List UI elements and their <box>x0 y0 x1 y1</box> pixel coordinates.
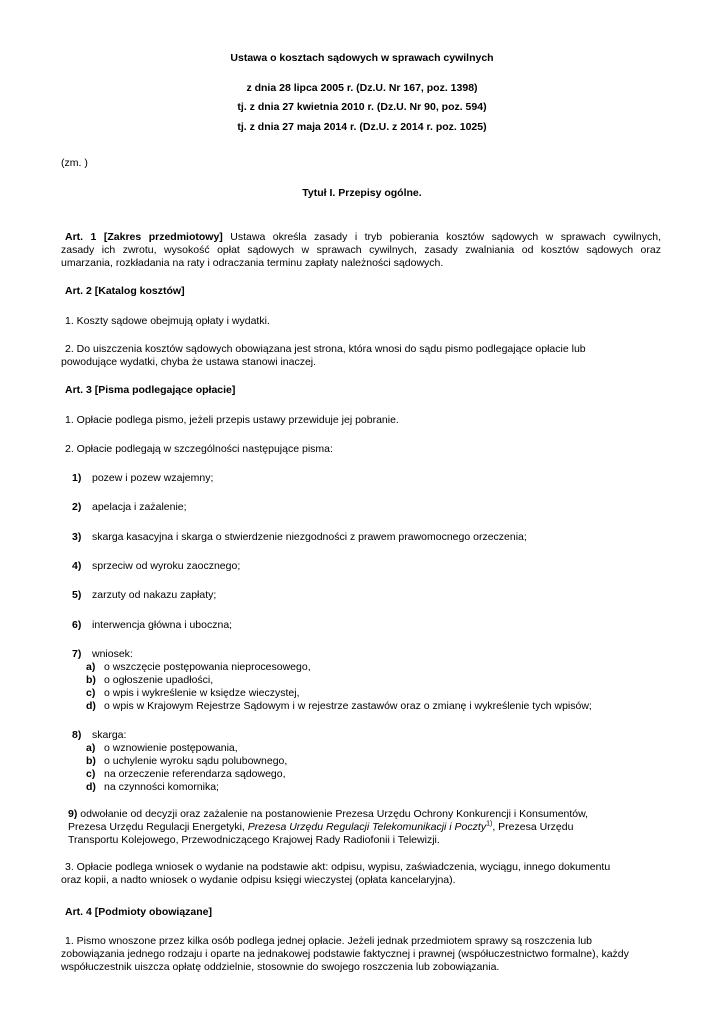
art3-item-8-letter-b: b) <box>86 755 96 767</box>
art3-item-7-letter-a: a) <box>86 661 96 673</box>
document-date-original: z dnia 28 lipca 2005 r. (Dz.U. Nr 167, poz. 1398) <box>246 82 478 94</box>
art3-item-9-line3: Transportu Kolejowego, Przewodniczącego Krajowej Rady Radiofonii i Telewizji. <box>68 834 440 846</box>
art3-p2: 2. Opłacie podlegają w szczególności następujące pisma: <box>65 443 333 455</box>
art3-item-9-line2: Prezesa Urzędu Regulacji Energetyki, Prezesa Urzędu Regulacji Telekomunikacji i Poczty$^{1)}$, Prezesa Urzędu <box>68 820 574 833</box>
document-title: Ustawa o kosztach sądowych w sprawach cywilnych <box>230 52 494 64</box>
art3-p3 <box>61 861 661 887</box>
art1-line3: umarzania, rozkładania na raty i odraczania terminu zapłaty należności sądowych. <box>61 256 444 269</box>
art3-item-9-line1: odwołanie od decyzji oraz zażalenie na postanowienie Prezesa Urzędu Ochrony Konkurencji i Konsumentów, <box>80 808 589 820</box>
art1-line1-text: Ustawa określa zasady i tryb pobierania kosztów sądowych w sprawach cywilnych, <box>230 231 661 243</box>
art4-p1-line3: współuczestnik uiszcza opłatę oddzielnie, stosownie do swojego roszczenia lub zobowiązania. <box>61 960 500 973</box>
document-date-consolidated-2010: tj. z dnia 27 kwietnia 2010 r. (Dz.U. Nr 90, poz. 594) <box>237 101 487 113</box>
art3-p3-line1: 3. Opłacie podlega wniosek o wydanie na podstawie akt: odpisu, wypisu, zaświadczenia, wyciągu, innego dokumentu <box>65 861 611 873</box>
art3-p1: 1. Opłacie podlega pismo, jeżeli przepis ustawy przewiduje jej pobranie. <box>65 414 399 426</box>
art4-heading: Art. 4 [Podmioty obowiązane] <box>65 906 213 918</box>
art3-item-7-letter-b: b) <box>86 674 96 686</box>
art2-p1: 1. Koszty sądowe obejmują opłaty i wydatki. <box>65 315 270 327</box>
art3-item-7-letter-d: d) <box>86 700 96 712</box>
title-part-heading: Tytuł I. Przepisy ogólne. <box>302 187 422 199</box>
art3-item-9-num: 9) <box>68 808 78 820</box>
art1-line2: zasady ich zwrotu, wysokość opłat sądowych w sprawach cywilnych, zasady zwalniania od kosztów sądowych oraz <box>61 243 661 256</box>
amendments-note: (zm. ) <box>61 157 88 169</box>
art3-item-8-letter-d: d) <box>86 781 96 793</box>
art4-p1-line1: 1. Pismo wnoszone przez kilka osób podlega jednej opłacie. Jeżeli jednak przedmiotem sprawy są roszczenia lub <box>65 935 593 947</box>
art2-heading: Art. 2 [Katalog kosztów] <box>65 285 185 297</box>
art3-item-9-italic: Prezesa Urzędu Regulacji Telekomunikacji i Poczty <box>247 821 487 833</box>
footnote-ref: 1) <box>486 820 493 828</box>
art4-p1-line2: zobowiązania jednego rodzaju i oparte na jednakowej podstawie faktycznej i prawnej (współuczestnictwo formalne), każdy <box>61 947 629 960</box>
art3-heading: Art. 3 [Pisma podlegające opłacie] <box>65 384 236 396</box>
document-date-consolidated-2014: tj. z dnia 27 maja 2014 r. (Dz.U. z 2014 r. poz. 1025) <box>237 121 487 133</box>
art2-p2 <box>61 343 661 369</box>
art2-p2-line1: 2. Do uiszczenia kosztów sądowych obowiązana jest strona, która wnosi do sądu pismo podlegające opłacie lub <box>65 343 586 355</box>
art2-p2-line2: powodujące wydatki, chyba że ustawa stanowi inaczej. <box>61 355 317 368</box>
art1-line1 <box>61 231 661 244</box>
art4-p1 <box>61 935 665 973</box>
document-page: Ustawa o kosztach sądowych w sprawach cywilnych z dnia 28 lipca 2005 r. (Dz.U. Nr 167, poz. 1398) tj. z dnia 27 kwietnia 2010 r. (Dz.U. Nr 90, poz. 594) tj. z dnia 27 maja 2014 r. (Dz.U. z 2014 r. poz. 1025) (zm. ) Tytuł I. Przepisy ogólne. Art. 1 [Zakres przedmiotowy] Ustawa określa zasady i tryb pobierania kosztów sądowych w sprawach cywilnych, zasady ich zwrotu, wysokość opłat sądowych w sprawach cywilnych, zasady zwalniania od kosztów sądowych oraz umarzania, rozkładania na raty i odraczania terminu zapłaty należności sądowych. Art. 2 [Katalog kosztów] 1. Koszty sądowe obejmują opłaty i wydatki. 2. Do uiszczenia kosztów sądowych obowiązana jest strona, która wnosi do sądu pismo podlegające opłacie lub powodujące wydatki, chyba że ustawa stanowi inaczej. Art. 3 [Pisma podlegające opłacie] 1. Opłacie podlega pismo, jeżeli przepis ustawy przewiduje jej pobranie. 2. Opłacie podlegają w szczególności następujące pisma: 1) pozew i pozew wzajemny; 2) apelacja i zażalenie; 3) skarga kasacyjna i skarga o stwierdzenie niezgodności z prawem prawomocnego orzeczenia; 4) sprzeciw od wyroku zaocznego; 5) zarzuty od nakazu zapłaty; 6) interwencja główna i uboczna; 7) wniosek: a) o wszczęcie postępowania nieprocesowego, b) o ogłoszenie upadłości, c) o wpis i wykreślenie w księdze wieczystej, d) o wpis w Krajowym Rejestrze Sądowym i w rejestrze zastawów oraz o zmianę i wykreślenie tych wpisów; 8) skarga: a) o wznowienie postępowania, b) o uchylenie wyroku sądu polubownego, c) na orzeczenie referendarza sądowego, d) na czynności komornika; 9) odwołanie od decyzji oraz zażalenie na postanowienie Prezesa Urzędu Ochrony Konkurencji i Konsumentów, Prezesa Urzędu Regulacji Energetyki, Prezesa Urzędu Regulacji Telekomunikacji i Poczty$^{1)}$, Prezesa Urzędu Transportu Kolejowego, Przewodniczącego Krajowej Rady Radiofonii i Telewizji. 3. Opłacie podlega wniosek o wydanie na podstawie akt: odpisu, wypisu, zaświadczenia, wyciągu, innego dokumentu oraz kopii, a nadto wniosek o wydanie odpisu księgi wieczystej (opłata kancelaryjna). Art. 4 [Podmioty obowiązane] 1. Pismo wnoszone przez kilka osób podlega jednej opłacie. Jeżeli jednak przedmiotem sprawy są roszczenia lub zobowiązania jednego rodzaju i oparte na jednakowej podstawie faktycznej i prawnej (współuczestnictwo formalne), każdy współuczestnik uiszcza opłatę oddzielnie, stosownie do swojego roszczenia lub zobowiązania. <box>0 0 724 1024</box>
art3-item-8-letter-a: a) <box>86 742 96 754</box>
art1-paragraph <box>61 231 661 269</box>
art3-p3-line2: oraz kopii, a nadto wniosek o wydanie odpisu księgi wieczystej (opłata kancelaryjna). <box>61 873 456 886</box>
art3-item-7-letter-c: c) <box>86 687 96 699</box>
art1-heading: Art. 1 [Zakres przedmiotowy] <box>65 231 223 243</box>
art3-item-8-letter-c: c) <box>86 768 96 780</box>
